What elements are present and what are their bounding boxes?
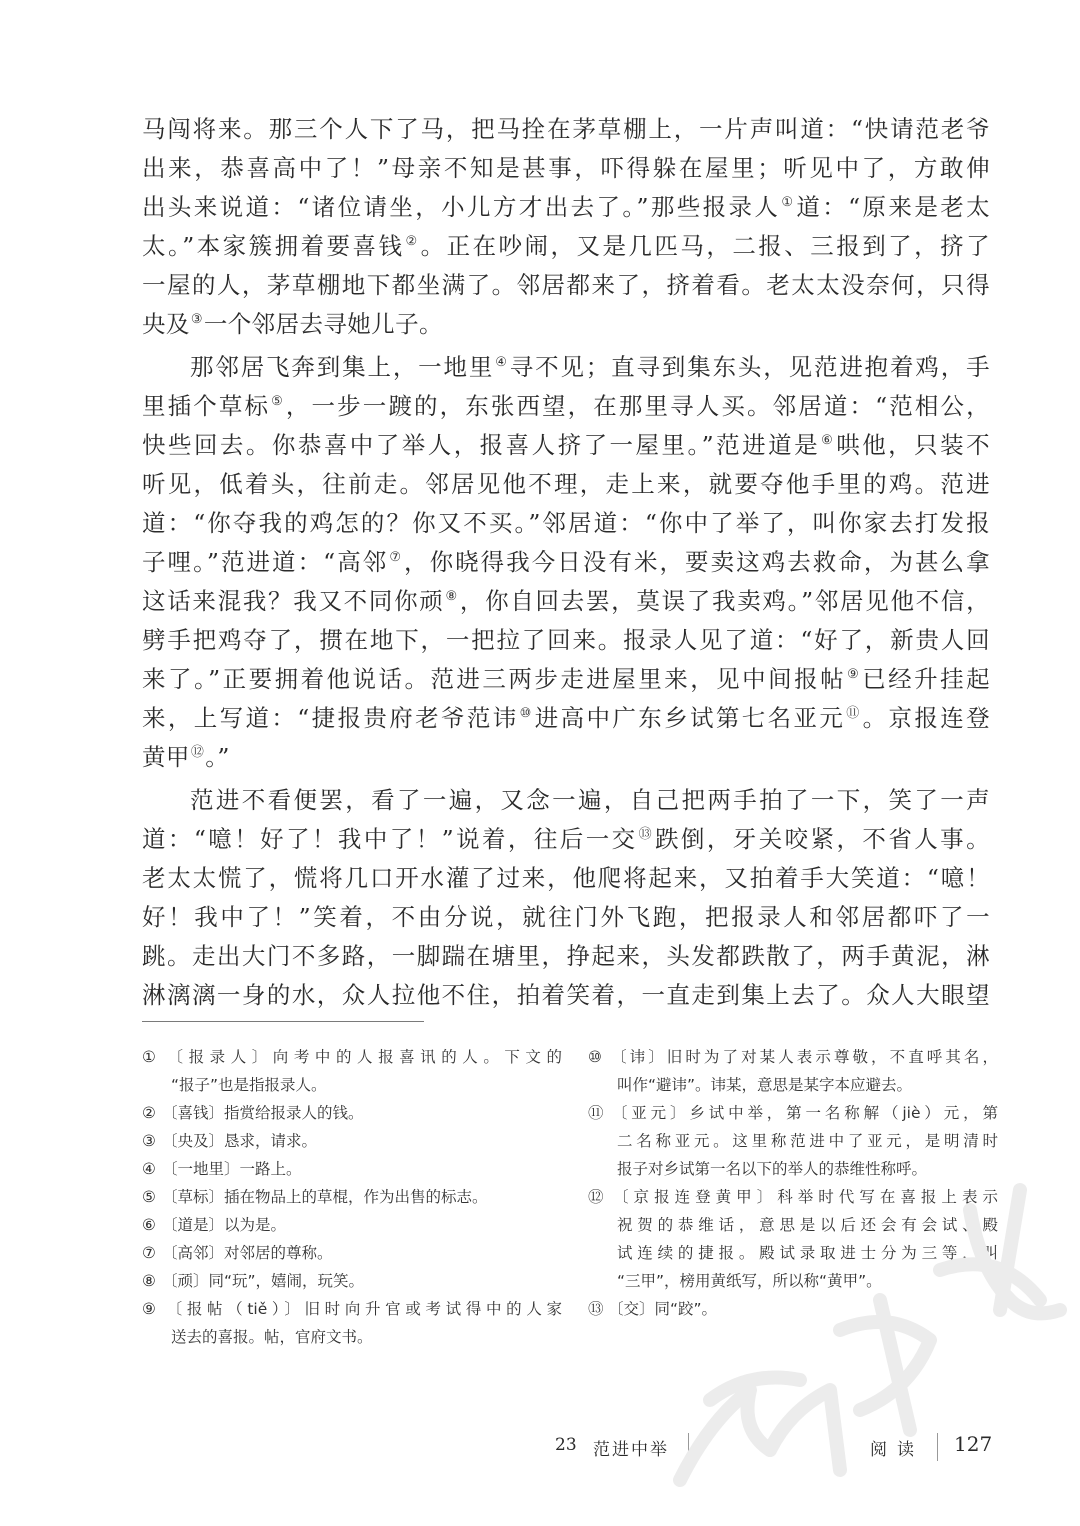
text-segment: 劈手把鸡夺了，掼在地下，一把拉了回来。报录人见了道：“好了，新贵人回 xyxy=(142,626,990,654)
text-segment: 。” xyxy=(205,743,230,771)
footnote-line xyxy=(142,1239,562,1267)
text-segment: 淋漓漓一身的水，众人拉他不住，拍着笑着，一直走到集上去了。众人大眼望 xyxy=(142,981,990,1009)
section-label: 阅读 xyxy=(870,1440,924,1460)
footnote-text: 〔高邻〕对邻居的尊称。 xyxy=(162,1244,333,1262)
text-segment: 那邻居飞奔到集上，一地里 xyxy=(190,353,495,381)
text-segment: 来了。”正要拥着他说话。范进三两步走进屋里来，见中间报帖 xyxy=(142,665,847,693)
text-segment: 好！我中了！”笑着，不由分说，就往门外飞跑，把报录人和邻居都吓了一 xyxy=(142,903,990,931)
footnote-line xyxy=(588,1099,998,1127)
text-line xyxy=(142,543,990,582)
footnote-line xyxy=(588,1183,998,1211)
text-line xyxy=(142,188,990,227)
text-segment: 已经升挂起 xyxy=(862,665,991,693)
footnote-text: 〔交〕同“跤”。 xyxy=(608,1300,718,1318)
text-segment: 范进不看便罢，看了一遍，又念一遍，自己把两手拍了一下，笑了一声 xyxy=(190,786,990,814)
text-line xyxy=(142,898,990,937)
footnote-marker[interactable]: ⑩ xyxy=(519,706,534,721)
text-segment: 马闯将来。那三个人下了马，把马拴在茅草棚上，一片声叫道：“快请范老爷 xyxy=(142,115,990,143)
footnotes-right-column xyxy=(588,1043,998,1323)
footnote-line xyxy=(142,1183,562,1211)
text-segment: 来，上写道：“捷报贵府老爷范讳 xyxy=(142,704,519,732)
footnote-text: 送去的喜报。帖，官府文书。 xyxy=(171,1328,373,1346)
footnote-number: ⑬ xyxy=(588,1300,604,1318)
text-line xyxy=(142,149,990,188)
text-segment: ，你自回去罢，莫误了我卖鸡。”邻居见他不信， xyxy=(459,587,990,615)
footnote-number: ⑩ xyxy=(588,1048,602,1066)
footnote-line xyxy=(588,1267,998,1295)
footnote-text: 〔顽〕同“玩”，嬉闹，玩笑。 xyxy=(162,1272,365,1290)
footnote-marker[interactable]: ④ xyxy=(495,355,509,370)
text-segment: 听见，低着头，往前走。邻居见他不理，走上来，就要夺他手里的鸡。范进 xyxy=(142,470,990,498)
footnote-line xyxy=(588,1127,998,1155)
text-line xyxy=(142,859,990,898)
footnote-number: ⑤ xyxy=(142,1188,156,1206)
text-line xyxy=(142,820,990,859)
text-segment: 跌倒，牙关咬紧，不省人事。 xyxy=(655,825,991,853)
footnote-text: “三甲”，榜用黄纸写，所以称“黄甲”。 xyxy=(617,1272,882,1290)
footnote-number: ⑨ xyxy=(142,1300,156,1318)
chapter-number: 23 xyxy=(555,1435,577,1455)
text-segment: ，一步一踱的，东张西望，在那里寻人买。邻居道：“范相公， xyxy=(285,392,990,420)
text-segment: 快些回去。你恭喜中了举人，报喜人挤了一屋里。”范进道是 xyxy=(142,431,821,459)
footnote-line xyxy=(588,1043,998,1071)
text-segment: 进高中广东乡试第七名亚元 xyxy=(534,704,846,732)
footnote-marker[interactable]: ⑪ xyxy=(846,706,862,721)
footnote-line xyxy=(142,1155,562,1183)
footnote-number: ② xyxy=(142,1104,156,1122)
footnote-marker[interactable]: ⑬ xyxy=(638,827,654,842)
text-segment: 道：“噫！好了！我中了！”说着，往后一交 xyxy=(142,825,638,853)
footnote-text: 〔报录人〕向考中的人报喜讯的人。下文的 xyxy=(162,1048,562,1066)
text-segment: 道：“你夺我的鸡怎的？你又不买。”邻居道：“你中了举了，叫你家去打发报 xyxy=(142,509,990,537)
footnote-text: 〔道是〕以为是。 xyxy=(162,1216,287,1234)
text-segment: 。京报连登 xyxy=(862,704,990,732)
footnote-line xyxy=(588,1071,998,1099)
footnote-marker[interactable]: ⑤ xyxy=(271,394,285,409)
text-segment: 寻不见；直寻到集东头，见范进抱着鸡，手 xyxy=(509,353,990,381)
text-segment: 哄他，只装不 xyxy=(836,431,990,459)
footnote-marker[interactable]: ⑦ xyxy=(389,550,404,565)
footnote-number: ⑦ xyxy=(142,1244,156,1262)
footnote-text: 〔讳〕旧时为了对某人表示尊敬，不直呼其名， xyxy=(608,1048,998,1066)
text-segment: 黄甲 xyxy=(142,743,190,771)
footnote-number: ① xyxy=(142,1048,156,1066)
text-segment: 跳。走出大门不多路，一脚踹在塘里，挣起来，头发都跌散了，两手黄泥，淋 xyxy=(142,942,990,970)
footnote-marker[interactable]: ⑨ xyxy=(847,667,862,682)
text-line xyxy=(142,582,990,621)
footnote-text: 试连续的捷报。殿试录取进士分为三等，叫 xyxy=(617,1244,998,1262)
text-line xyxy=(142,110,990,149)
text-line xyxy=(142,266,990,305)
footnote-text: 祝贺的恭维话，意思是以后还会有会试、殿 xyxy=(617,1216,998,1234)
footnote-marker[interactable]: ② xyxy=(405,234,420,249)
footnote-line xyxy=(588,1211,998,1239)
footnote-text: 〔报帖（tiě）〕旧时向升官或考试得中的人家 xyxy=(162,1300,562,1318)
footnote-number: ⑫ xyxy=(588,1188,604,1206)
footnote-line xyxy=(142,1295,562,1323)
footnote-text: 〔亚元〕乡试中举，第一名称解（jiè）元，第 xyxy=(608,1104,998,1122)
footnote-text: 〔一地里〕一路上。 xyxy=(162,1160,302,1178)
text-segment: 子哩。”范进道：“高邻 xyxy=(142,548,389,576)
text-segment: 老太太慌了，慌将几口开水灌了过来，他爬将起来，又拍着手大笑道：“噫！ xyxy=(142,864,990,892)
text-segment: 这话来混我？我又不同你顽 xyxy=(142,587,445,615)
footnote-number: ③ xyxy=(142,1132,156,1150)
footnote-line xyxy=(142,1043,562,1071)
text-line xyxy=(142,465,990,504)
footer-divider xyxy=(688,1433,689,1461)
footnote-text: 〔喜钱〕指赏给报录人的钱。 xyxy=(162,1104,364,1122)
footnote-line xyxy=(588,1155,998,1183)
page-footer xyxy=(0,1425,1080,1465)
text-segment: 出头来说道：“诸位请坐，小儿方才出去了。”那些报录人 xyxy=(142,193,781,221)
text-line xyxy=(142,781,990,820)
text-segment: 道：“原来是老太 xyxy=(796,193,990,221)
chapter-title: 范进中举 xyxy=(593,1440,669,1460)
footnote-text: 〔京报连登黄甲〕科举时代写在喜报上表示 xyxy=(608,1188,998,1206)
text-line xyxy=(142,621,990,660)
page-number: 127 xyxy=(954,1432,993,1456)
text-segment: 一屋的人，茅草棚地下都坐满了。邻居都来了，挤着看。老太太没奈何，只得 xyxy=(142,271,990,299)
footnote-number: ④ xyxy=(142,1160,156,1178)
text-line xyxy=(142,305,990,344)
footnote-text: 叫作“避讳”。讳某，意思是某字本应避去。 xyxy=(617,1076,913,1094)
footnote-line xyxy=(588,1239,998,1267)
main-text xyxy=(142,110,990,1015)
footnote-marker[interactable]: ① xyxy=(781,195,796,210)
text-line xyxy=(142,227,990,266)
text-line xyxy=(142,976,990,1015)
footnote-marker[interactable]: ⑥ xyxy=(821,433,836,448)
footnote-line xyxy=(588,1295,998,1323)
footnote-text: 报子对乡试第一名以下的举人的恭维性称呼。 xyxy=(617,1160,928,1178)
text-line xyxy=(142,348,990,387)
footnote-line xyxy=(142,1267,562,1295)
text-segment: 里插个草标 xyxy=(142,392,271,420)
text-segment: ，你晓得我今日没有米，要卖这鸡去救命，为甚么拿 xyxy=(404,548,990,576)
footnote-text: 二名称亚元。这里称范进中了亚元，是明清时 xyxy=(617,1132,998,1150)
footnote-text: 〔央及〕恳求，请求。 xyxy=(162,1132,318,1150)
text-segment: 一个邻居去寻她儿子。 xyxy=(203,310,443,338)
footnote-number: ⑥ xyxy=(142,1216,156,1234)
footnote-line xyxy=(142,1323,562,1351)
footer-divider xyxy=(937,1433,938,1461)
footnote-marker[interactable]: ⑧ xyxy=(445,589,459,604)
text-segment: 。正在吵闹，又是几匹马，二报、三报到了，挤了 xyxy=(420,232,990,260)
text-line xyxy=(142,426,990,465)
text-line xyxy=(142,937,990,976)
footnote-number: ⑧ xyxy=(142,1272,156,1290)
text-line xyxy=(142,738,990,777)
text-line xyxy=(142,504,990,543)
footnote-text: “报子”也是指报录人。 xyxy=(171,1076,327,1094)
footnote-marker[interactable]: ③ xyxy=(190,312,203,327)
footnote-line xyxy=(142,1211,562,1239)
footnote-line xyxy=(142,1127,562,1155)
text-segment: 太。”本家簇拥着要喜钱 xyxy=(142,232,405,260)
footnote-number: ⑪ xyxy=(588,1104,604,1122)
footnote-line xyxy=(142,1099,562,1127)
footnotes-left-column xyxy=(142,1043,562,1351)
footnote-divider xyxy=(142,1021,424,1022)
text-line xyxy=(142,660,990,699)
footnote-marker[interactable]: ⑫ xyxy=(190,745,205,760)
footnote-text: 〔草标〕插在物品上的草棍，作为出售的标志。 xyxy=(162,1188,488,1206)
text-segment: 央及 xyxy=(142,310,190,338)
text-line xyxy=(142,699,990,738)
text-line xyxy=(142,387,990,426)
footnote-line xyxy=(142,1071,562,1099)
text-segment: 出来，恭喜高中了！”母亲不知是甚事，吓得躲在屋里；听见中了，方敢伸 xyxy=(142,154,990,182)
